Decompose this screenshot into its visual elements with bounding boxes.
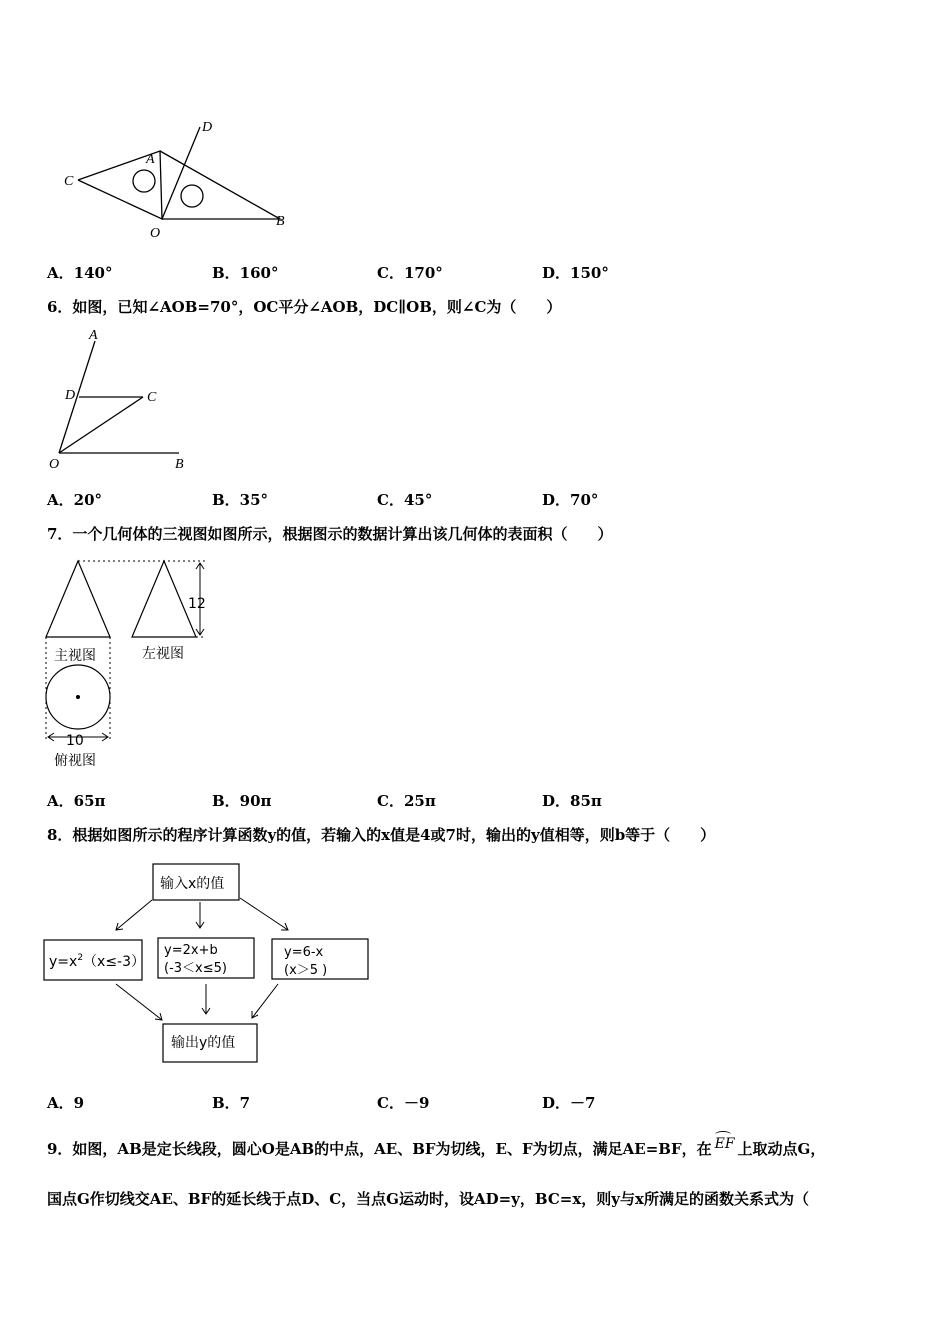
q5-label-D: D	[202, 120, 213, 135]
q8-stem: 8．根据如图所示的程序计算函数y的值，若输入的x值是4或7时，输出的y值相等，则b等于（ ）	[47, 826, 716, 844]
q6-figure	[45, 325, 205, 475]
q6-label-O: O	[49, 457, 60, 472]
q9-line1-tail: 上取动点G，	[737, 1140, 826, 1158]
q8-input-text: 输入x的值	[160, 876, 225, 892]
q8-right-line2: (x＞5 )	[284, 963, 328, 978]
q8-option-c[interactable]: C．－9	[377, 1094, 430, 1112]
q7-height-label: 12	[188, 596, 206, 612]
q8-arrow-right-to-out	[252, 984, 278, 1018]
q7-top-view-label: 俯视图	[54, 753, 96, 769]
q9-line2: 国点G作切线交AE、BF的延长线于点D、C，当点G运动时，设AD=y，BC=x，则y与x所满足的函数关系式为（	[47, 1190, 809, 1208]
q7-top-view-center	[76, 695, 80, 699]
q8-mid-line1: y=2x+b	[164, 943, 218, 958]
q6-option-b[interactable]: B．35°	[212, 491, 269, 509]
q8-option-b[interactable]: B．7	[212, 1094, 251, 1112]
q8-arrow-to-left	[116, 900, 152, 930]
q8-mid-line2: (-3＜x≤5)	[164, 961, 227, 976]
q6-option-a[interactable]: A．20°	[47, 491, 103, 509]
q6-option-d[interactable]: D．70°	[542, 491, 599, 509]
q8-output-text: 输出y的值	[171, 1035, 236, 1051]
q5-circle-left	[133, 170, 155, 192]
q9-arc-mark	[715, 1131, 731, 1138]
q6-label-A: A	[89, 328, 98, 343]
q5-figure	[60, 115, 300, 240]
q7-stem: 7．一个几何体的三视图如图所示，根据图示的数据计算出该几何体的表面积（ ）	[47, 525, 613, 543]
q8-arrow-to-right	[240, 898, 288, 930]
q7-figure	[40, 555, 220, 775]
q8-option-d[interactable]: D．－7	[542, 1094, 596, 1112]
q5-option-d[interactable]: D．150°	[542, 264, 609, 282]
q8-option-a[interactable]: A．9	[47, 1094, 85, 1112]
q9-line1	[47, 1138, 825, 1159]
q5-circle-right	[181, 185, 203, 207]
q5-option-a[interactable]: A．140°	[47, 264, 113, 282]
q7-option-c[interactable]: C．25π	[377, 792, 436, 810]
q7-front-view-label: 主视图	[54, 648, 96, 664]
q9-arc-text: EF	[714, 1136, 735, 1152]
q9-arc-EF	[715, 1136, 735, 1152]
q8-flowchart	[40, 860, 380, 1070]
q6-option-c[interactable]: C．45°	[377, 491, 433, 509]
q5-triangle-DOB	[160, 127, 280, 219]
q7-left-view-label: 左视图	[142, 646, 184, 662]
q8-left-cond: （x≤-3）	[83, 954, 146, 970]
q8-left-sup: 2	[77, 953, 84, 963]
q8-right-line1: y=6-x	[284, 945, 324, 960]
q7-front-view-triangle	[46, 561, 110, 637]
q6-stem: 6．如图，已知∠AOB=70°，OC平分∠AOB，DC∥OB，则∠C为（ ）	[47, 298, 562, 316]
q5-label-C: C	[64, 174, 74, 189]
q8-left-fn: y=x	[49, 954, 78, 970]
q5-label-B: B	[276, 214, 285, 229]
q7-option-d[interactable]: D．85π	[542, 792, 602, 810]
q9-line1-text: 9．如图，AB是定长线段，圆心O是AB的中点，AE、BF为切线，E、F为切点，满足AE=BF，在	[47, 1140, 712, 1158]
q6-label-B: B	[175, 457, 184, 472]
q8-arrow-left-to-out	[116, 984, 162, 1020]
q6-label-C: C	[147, 390, 157, 405]
q6-label-D: D	[65, 388, 76, 403]
q7-width-label: 10	[66, 733, 84, 749]
q5-label-O: O	[150, 226, 161, 241]
q5-option-c[interactable]: C．170°	[377, 264, 443, 282]
q5-option-b[interactable]: B．160°	[212, 264, 279, 282]
q7-option-a[interactable]: A．65π	[47, 792, 106, 810]
q8-left-text	[49, 953, 145, 970]
q5-label-A: A	[146, 152, 155, 167]
q7-left-view-triangle	[132, 561, 196, 637]
q7-option-b[interactable]: B．90π	[212, 792, 272, 810]
q6-segment-OC	[59, 397, 143, 453]
